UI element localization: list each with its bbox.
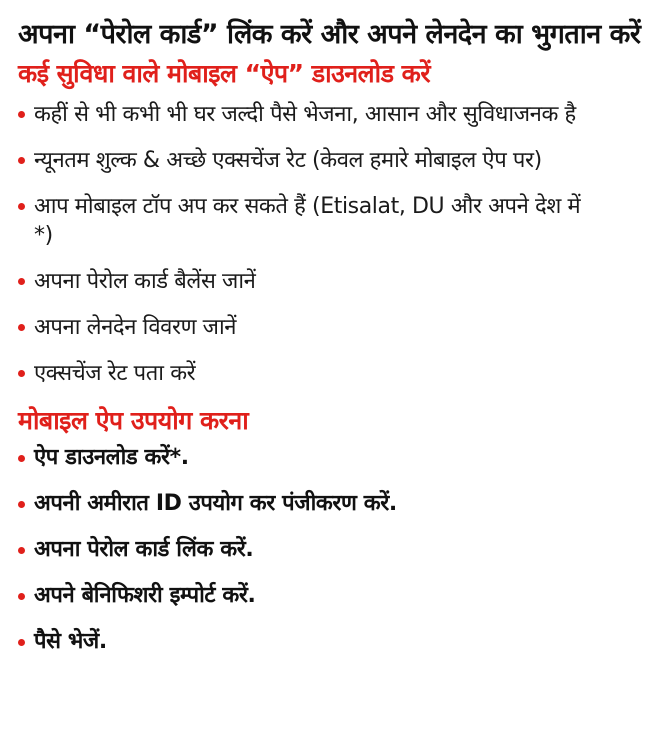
step-text: अपने बेनिफिशरी इम्पोर्ट करें. [34,583,256,608]
step-item [18,627,658,656]
feature-text: एक्सचेंज रेट पता करें [34,361,196,386]
step-item [18,581,658,610]
feature-list [18,100,658,388]
step-text: ऐप डाउनलोड करें*. [34,445,189,470]
step-item [18,443,658,472]
bullet-icon [18,370,25,377]
subhead: कई सुविधा वाले मोबाइल “ऐप” डाउनलोड करें [18,59,431,88]
bullet-icon [18,547,25,554]
bullet-icon [18,111,25,118]
step-list [18,443,658,656]
bullet-icon [18,639,25,646]
feature-text: कहीं से भी कभी भी घर जल्दी पैसे भेजना, आसान और सुविधाजनक है [34,102,576,127]
feature-item [18,146,658,175]
bullet-icon [18,278,25,285]
bullet-icon [18,157,25,164]
feature-text: अपना लेनदेन विवरण जानें [34,315,237,340]
step-item [18,489,658,518]
feature-text: न्यूनतम शुल्क & अच्छे एक्सचेंज रेट (केवल हमारे मोबाइल ऐप पर) [34,148,542,173]
step-item [18,535,658,564]
step-text: पैसे भेजें. [34,629,107,654]
document [18,18,658,673]
usage-heading: मोबाइल ऐप उपयोग करना [18,406,249,435]
feature-item [18,267,658,296]
feature-item [18,100,658,129]
bullet-icon [18,501,25,508]
feature-text: अपना पेरोल कार्ड बैलेंस जानें [34,269,256,294]
step-text: अपनी अमीरात ID उपयोग कर पंजीकरण करें. [34,491,397,516]
bullet-icon [18,455,25,462]
bullet-icon [18,593,25,600]
feature-item [18,313,658,342]
feature-text: आप मोबाइल टॉप अप कर सकते हैं (Etisalat, DU और अपने देश में *) [34,194,581,248]
feature-item [18,192,594,250]
bullet-icon [18,324,25,331]
bullet-icon [18,203,25,210]
step-text: अपना पेरोल कार्ड लिंक करें. [34,537,254,562]
headline: अपना “पेरोल कार्ड” लिंक करें और अपने लेनदेन का भुगतान करें [18,19,641,50]
feature-item [18,359,658,388]
